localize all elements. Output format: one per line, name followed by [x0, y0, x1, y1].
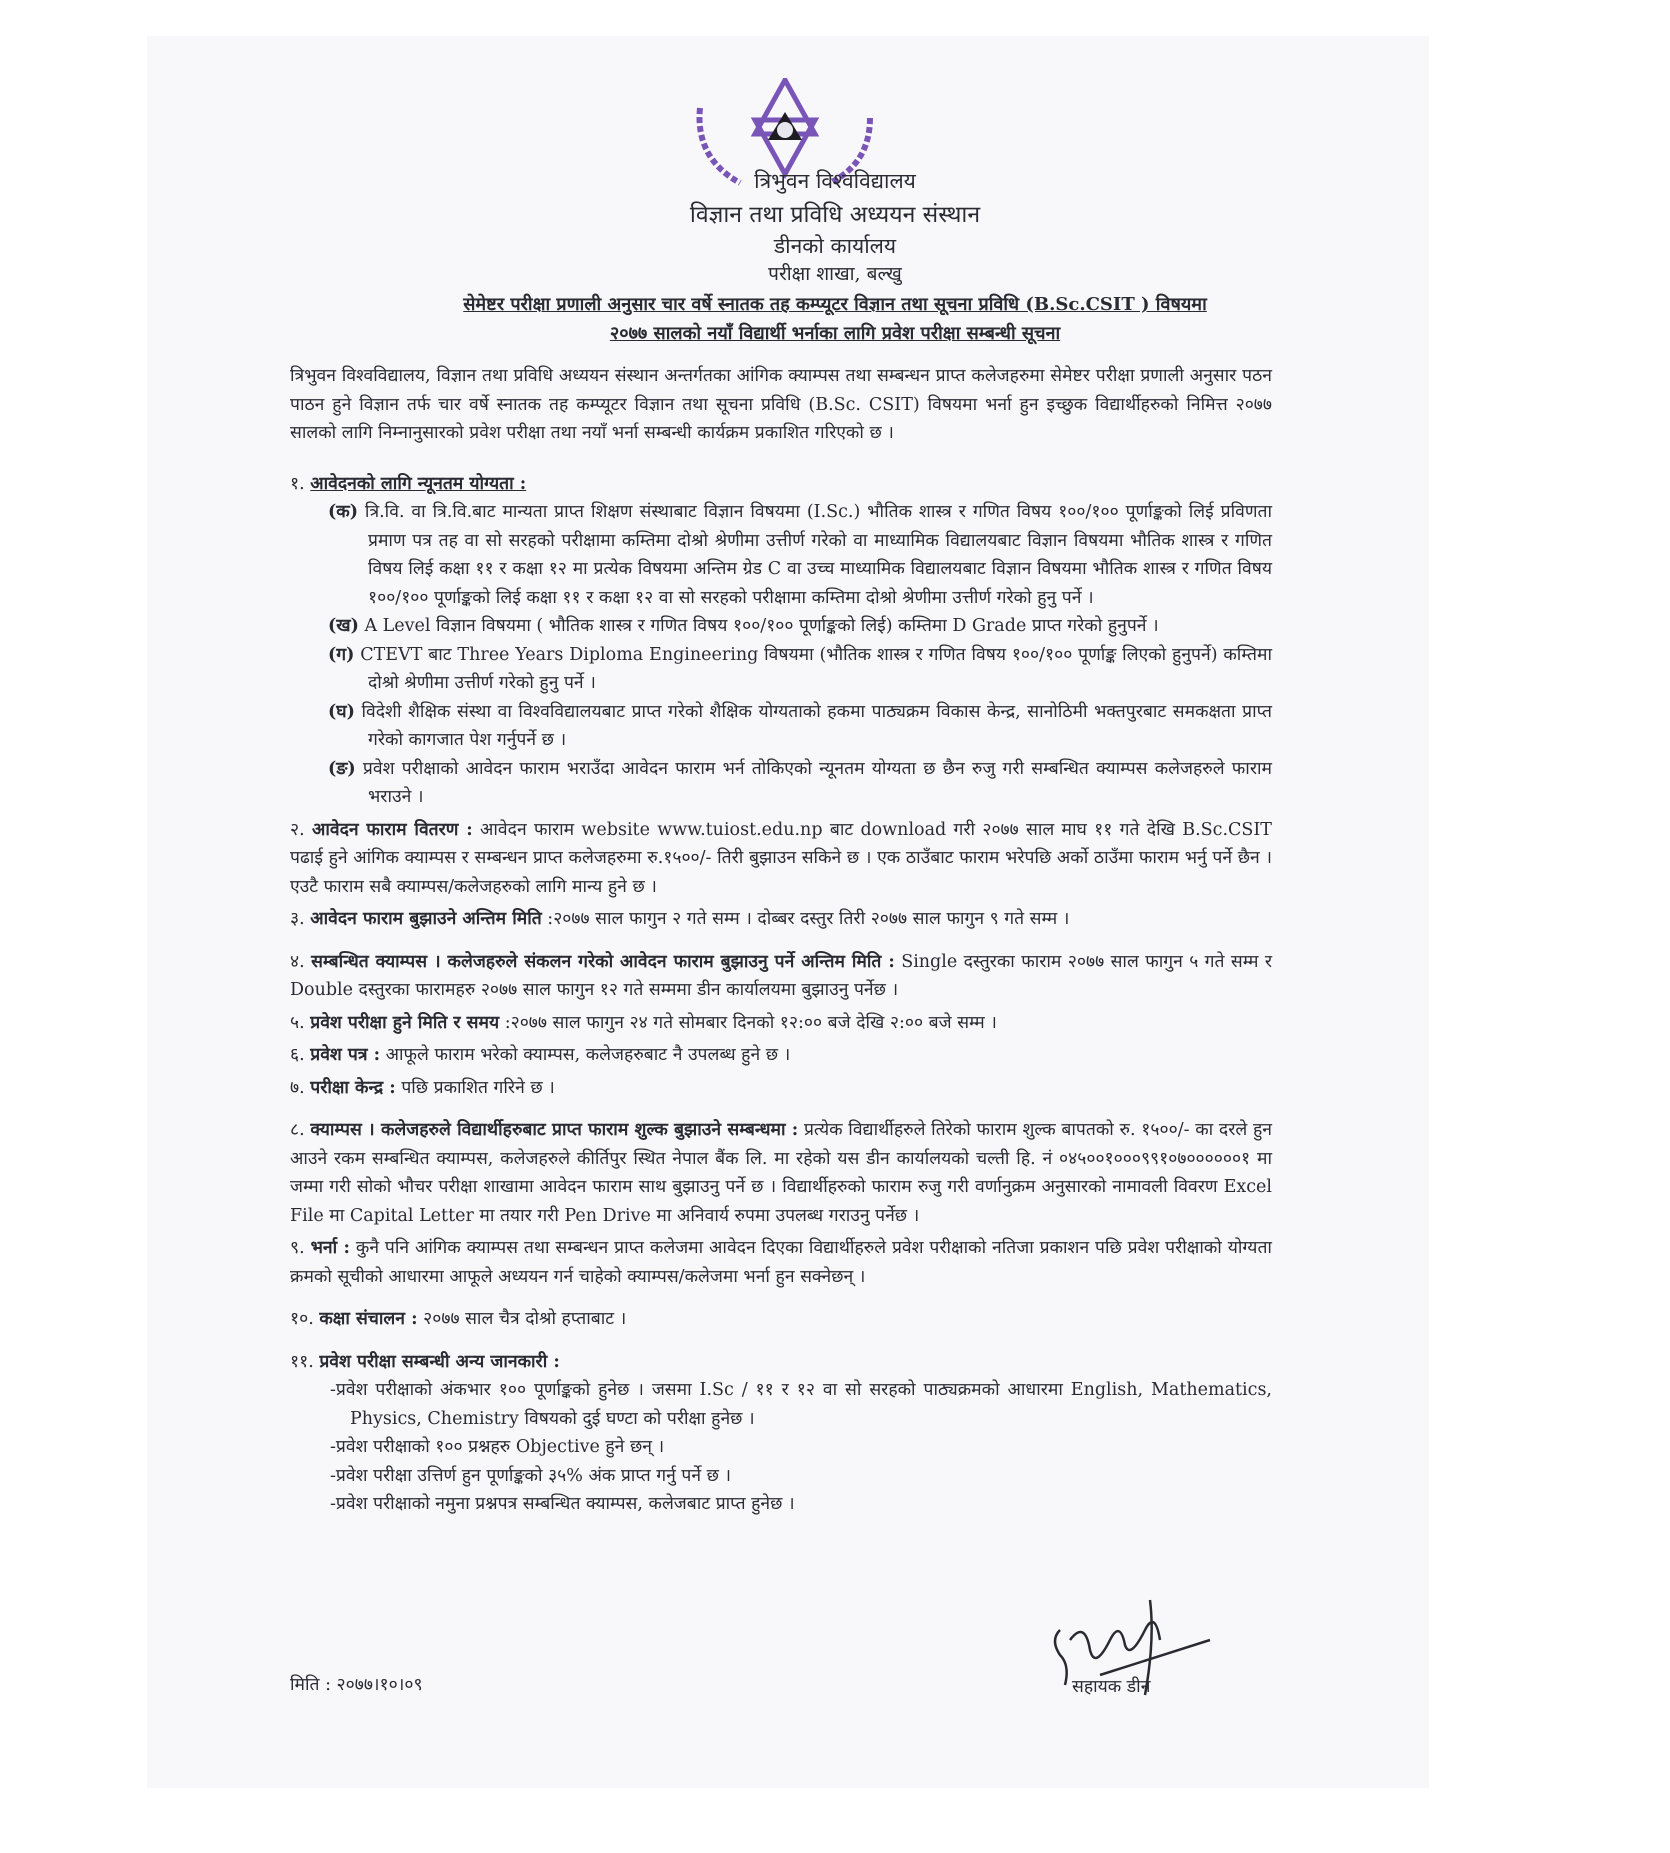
section-text: आवेदन फाराम website www.tuiost.edu.np बाट download गरी २०७७ साल माघ ११ गते देखि B.Sc.CSIT पढाई हुने आंगिक क्याम्पस र सम्बन्धन प्राप्त कलेजहरुमा रु.१५००/- तिरी बुझाउन सकिने छ । एक ठाउँबाट फाराम भरेपछि अर्को ठाउँमा फाराम भर्नु पर्ने छैन । एउटै फाराम सबै क्याम्पस/कलेजहरुको लागि मान्य हुने छ । [290, 819, 1272, 897]
section-heading: आवेदनको लागि न्यूनतम योग्यता : [310, 473, 527, 494]
section-6 [290, 1041, 1272, 1070]
notice-title-line1: सेमेष्टर परीक्षा प्रणाली अनुसार चार वर्षे स्नातक तह कम्प्यूटर विज्ञान तथा सूचना प्रविधि (B.Sc.CSIT ) विषयमा [463, 294, 1207, 315]
section-number: ९. [290, 1238, 305, 1258]
section-heading: प्रवेश परीक्षा हुने मिति र समय [310, 1012, 500, 1033]
sub-item-kha [290, 612, 1272, 641]
list-item: -प्रवेश परीक्षाको १०० प्रश्नहरु Objective हुने छन् । [330, 1437, 665, 1457]
section-heading: प्रवेश परीक्षा सम्बन्धी अन्य जानकारी : [319, 1351, 560, 1372]
section-text: :२०७७ साल फागुन २ गते सम्म । दोब्बर दस्तुर तिरी २०७७ साल फागुन ९ गते सम्म । [547, 909, 1070, 929]
section-1 [290, 470, 1272, 812]
section-number: ११. [290, 1351, 314, 1372]
section-heading: भर्ना : [310, 1238, 350, 1258]
section-heading: कक्षा संचालन : [319, 1309, 418, 1329]
section-5 [290, 1009, 1272, 1038]
section-text: प्रत्येक विद्यार्थीहरुले तिरेको फाराम शुल्क बापतको रु. १५००/- का दरले हुन आउने रकम सम्बन्धित क्याम्पस, कलेजहरुले कीर्तिपुर स्थित नेपाल बैंक लि. मा रहेको यस डीन कार्यालयको चल्ती हि. नं ०४५००१०००९९१०७००००००१ मा जम्मा गरी सोको भौचर परीक्षा शाखामा आवेदन फाराम साथ बुझाउनु पर्ने छ । विद्यार्थीहरुको फाराम रुजु गरी वर्णानुक्रम अनुसारको नामावली विवरण Excel File मा Capital Letter मा तयार गरी Pen Drive मा अनिवार्य रुपमा उपलब्ध गराउनु पर्नेछ । [290, 1120, 1272, 1226]
section-7 [290, 1074, 1272, 1103]
header-university: त्रिभुवन विश्वविद्यालय [754, 169, 916, 193]
sub-item-nga [290, 755, 1272, 812]
info-list [290, 1376, 1272, 1519]
sub-text: A Level विज्ञान विषयमा ( भौतिक शास्त्र र गणित विषय १००/१०० पूर्णाङ्कको लिई) कम्तिमा D Grade प्राप्त गरेको हुनुपर्ने । [364, 616, 1159, 636]
sub-label: (ङ) [328, 758, 356, 779]
section-heading: आवेदन फाराम बुझाउने अन्तिम मिति [310, 909, 542, 929]
section-number: ७. [290, 1077, 305, 1098]
sub-text: त्रि.वि. वा त्रि.वि.बाट मान्यता प्राप्त शिक्षण संस्थाबाट विज्ञान विषयमा (I.Sc.) भौतिक शास्त्र र गणित विषय १००/१०० पूर्णाङ्कको लिई प्रविणता प्रमाण पत्र तह वा सो सरहको परीक्षामा कम्तिमा दोश्रो श्रेणीमा उत्तीर्ण गरेको वा माध्यामिक विद्यालयबाट विज्ञान विषयमा भौतिक शास्त्र र गणित विषय लिई कक्षा ११ र कक्षा १२ मा प्रत्येक विषयमा अन्तिम ग्रेड C वा उच्च माध्यामिक विद्यालयबाट विज्ञान विषयमा भौतिक शास्त्र र गणित विषय १००/१०० पूर्णाङ्कको लिई कक्षा ११ र कक्षा १२ वा सो सरहको परीक्षामा कम्तिमा दोश्रो श्रेणीमा उत्तीर्ण गरेको हुनु पर्ने । [364, 502, 1272, 608]
section-4 [290, 948, 1272, 1005]
sub-item-ga [290, 641, 1272, 698]
section-heading: परीक्षा केन्द्र : [310, 1077, 396, 1098]
header-office: डीनको कार्यालय [773, 234, 897, 258]
sub-item-ka [290, 498, 1272, 612]
section-text: Single दस्तुरका फाराम २०७७ साल फागुन ५ गते सम्म र Double दस्तुरका फारामहरु २०७७ साल फागुन १२ गते सम्ममा डीन कार्यालयमा बुझाउनु पर्नेछ । [290, 951, 1272, 1000]
section-number: १. [290, 473, 305, 494]
list-item: -प्रवेश परीक्षा उत्तिर्ण हुन पूर्णाङ्कको ३५% अंक प्राप्त गर्नु पर्ने छ । [330, 1465, 732, 1486]
list-item: -प्रवेश परीक्षाको नमुना प्रश्नपत्र सम्बन्धित क्याम्पस, कलेजबाट प्राप्त हुनेछ । [330, 1494, 795, 1514]
section-text: आफूले फाराम भरेको क्याम्पस, कलेजहरुबाट नै उपलब्ध हुने छ । [385, 1045, 791, 1065]
sub-text: CTEVT बाट Three Years Diploma Engineering विषयमा (भौतिक शास्त्र र गणित विषय १००/१०० पूर्णाङ्क लिएको हुनुपर्ने) कम्तिमा दोश्रो श्रेणीमा उत्तीर्ण गरेको हुनु पर्ने । [360, 644, 1272, 693]
section-text: :२०७७ साल फागुन २४ गते सोमबार दिनको १२:०० बजे देखि २:०० बजे सम्म । [504, 1012, 997, 1033]
section-text: पछि प्रकाशित गरिने छ । [401, 1077, 555, 1098]
section-10 [290, 1305, 1272, 1334]
section-number: ६. [290, 1045, 305, 1065]
section-9 [290, 1234, 1272, 1291]
section-number: ४. [290, 951, 305, 972]
section-heading: आवेदन फाराम वितरण : [311, 819, 473, 840]
sub-label: (ख) [328, 616, 359, 636]
sub-text: प्रवेश परीक्षाको आवेदन फाराम भराउँदा आवेदन फाराम भर्न तोकिएको न्यूनतम योग्यता छ छैन रुजु गरी सम्बन्धित क्याम्पस कलेजहरुले फाराम भराउने । [362, 758, 1272, 807]
section-8 [290, 1116, 1272, 1230]
section-2 [290, 816, 1272, 902]
sub-label: (घ) [328, 701, 355, 722]
sub-item-gha [290, 698, 1272, 755]
section-text: कुनै पनि आंगिक क्याम्पस तथा सम्बन्धन प्राप्त कलेजमा आवेदन दिएका विद्यार्थीहरुले प्रवेश परीक्षाको नतिजा प्रकाशन पछि प्रवेश परीक्षाको योग्यता क्रमको सूचीको आधारमा आफूले अध्ययन गर्न चाहेको क्याम्पस/कलेजमा भर्ना हुन सक्नेछन् । [290, 1238, 1272, 1287]
section-heading: क्याम्पस । कलेजहरुले विद्यार्थीहरुबाट प्राप्त फाराम शुल्क बुझाउने सम्बन्धमा : [310, 1120, 799, 1140]
section-11 [290, 1348, 1272, 1519]
section-number: १०. [290, 1309, 314, 1329]
section-number: २. [290, 819, 305, 840]
notice-date: मिति : २०७७।१०।०९ [290, 1675, 423, 1695]
section-number: ५. [290, 1012, 305, 1033]
list-item: -प्रवेश परीक्षाको अंकभार १०० पूर्णाङ्कको हुनेछ । जसमा I.Sc / ११ र १२ वा सो सरहको पाठ्यक्रमको आधारमा English, Mathematics, Physics, Chemistry विषयको दुई घण्टा को परीक्षा हुनेछ । [330, 1380, 1272, 1429]
header-institute: विज्ञान तथा प्रविधि अध्ययन संस्थान [689, 202, 981, 228]
sub-label: (क) [328, 502, 358, 522]
section-number: ८. [290, 1120, 305, 1140]
header-section: परीक्षा शाखा, बल्खु [768, 263, 902, 285]
intro-paragraph: त्रिभुवन विश्वविद्यालय, विज्ञान तथा प्रविधि अध्ययन संस्थान अन्तर्गतका आंगिक क्याम्पस तथा सम्बन्धन प्राप्त कलेजहरुमा सेमेष्टर परीक्षा प्रणाली अनुसार पठन पाठन हुने विज्ञान तर्फ चार वर्षे स्नातक तह कम्प्यूटर विज्ञान तथा सूचना प्रविधि (B.Sc. CSIT) विषयमा भर्ना हुन इच्छुक विद्यार्थीहरुको निमित्त २०७७ सालको लागि निम्नानुसारको प्रवेश परीक्षा तथा नयाँ भर्ना सम्बन्धी कार्यक्रम प्रकाशित गरिएको छ । [290, 366, 1272, 443]
section-heading: प्रवेश पत्र : [310, 1045, 381, 1065]
notice-title [0, 290, 1670, 348]
signatory-title: सहायक डीन [1072, 1677, 1151, 1697]
notice-title-line2: २०७७ सालको नयाँ विद्यार्थी भर्नाका लागि प्रवेश परीक्षा सम्बन्धी सूचना [609, 323, 1061, 344]
section-text: २०७७ साल चैत्र दोश्रो हप्ताबाट । [423, 1309, 627, 1329]
section-number: ३. [290, 909, 305, 929]
sub-label: (ग) [328, 644, 355, 665]
section-3 [290, 905, 1272, 934]
notice-body [290, 362, 1272, 1519]
section-heading: सम्बन्धित क्याम्पस । कलेजहरुले संकलन गरेको आवेदन फाराम बुझाउनु पर्ने अन्तिम मिति : [311, 951, 895, 972]
sub-text: विदेशी शैक्षिक संस्था वा विश्वविद्यालयबाट प्राप्त गरेको शैक्षिक योग्यताको हकमा पाठ्यक्रम विकास केन्द्र, सानोठिमी भक्तपुरबाट समकक्षता प्राप्त गरेको कागजात पेश गर्नुपर्ने छ । [361, 701, 1272, 750]
